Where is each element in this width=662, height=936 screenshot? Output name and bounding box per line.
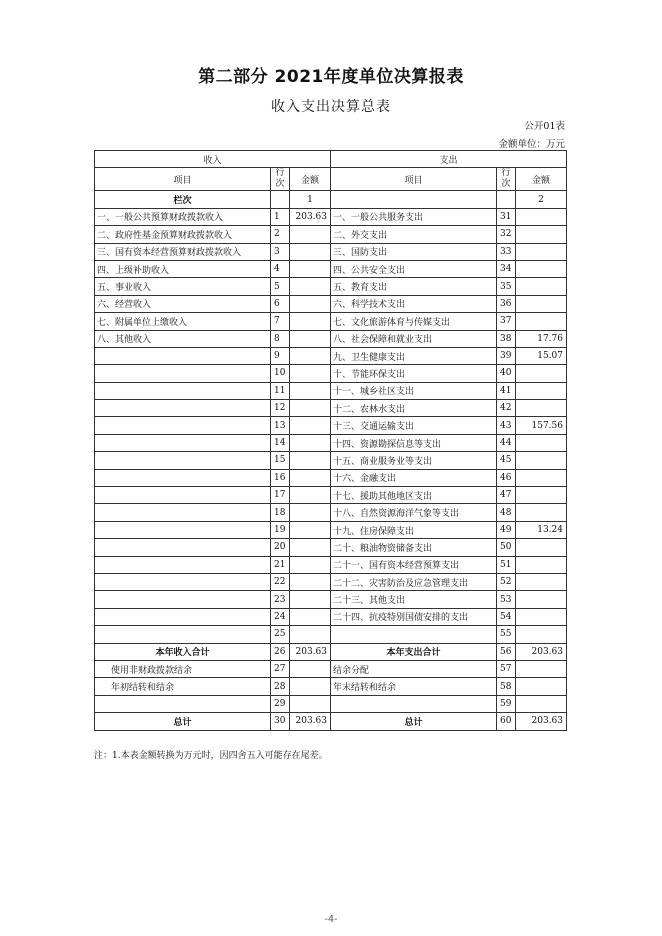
- table-row: [95, 660, 567, 677]
- expense-line: 36: [497, 295, 516, 312]
- income-line: 18: [271, 504, 290, 521]
- expense-amount: [516, 208, 567, 225]
- income-amount: [290, 469, 331, 486]
- form-number: 公开01表: [524, 121, 565, 132]
- income-amount: [290, 626, 331, 643]
- expense-line: 49: [497, 521, 516, 538]
- income-amount: [290, 660, 331, 677]
- expense-line: 37: [497, 313, 516, 330]
- income-item-header: 项目: [95, 168, 271, 191]
- expense-amount: [516, 295, 567, 312]
- expense-item: 年末结转和结余: [331, 678, 497, 695]
- income-line: 12: [271, 400, 290, 417]
- income-line: 3: [271, 243, 290, 260]
- expense-amount: [516, 226, 567, 243]
- income-item: 六、经营收入: [95, 295, 271, 312]
- income-amount: [290, 608, 331, 625]
- table-row: [95, 295, 567, 312]
- table-title: 收入支出决算总表: [271, 99, 391, 115]
- income-item: [95, 434, 271, 451]
- table-row: [95, 208, 567, 225]
- expense-item: 二、外交支出: [331, 226, 497, 243]
- expense-amount: [516, 487, 567, 504]
- expense-item: 十八、自然资源海洋气象等支出: [331, 504, 497, 521]
- income-item: 年初结转和结余: [95, 678, 271, 695]
- expense-item: 十五、商业服务业等支出: [331, 452, 497, 469]
- expense-line: 35: [497, 278, 516, 295]
- expense-item: 七、文化旅游体育与传媒支出: [331, 313, 497, 330]
- income-amount: [290, 434, 331, 451]
- expense-line: 54: [497, 608, 516, 625]
- income-amount: [290, 417, 331, 434]
- table-row: [95, 434, 567, 451]
- expense-line: 31: [497, 208, 516, 225]
- expense-amount: 203.63: [516, 643, 567, 660]
- expense-line-header: 行次: [497, 168, 516, 191]
- income-amount: [290, 678, 331, 695]
- income-amount: [290, 226, 331, 243]
- column-number-row: [95, 191, 567, 208]
- table-row: [95, 260, 567, 277]
- expense-line: 60: [497, 713, 516, 730]
- expense-amount: [516, 695, 567, 712]
- expense-line: 32: [497, 226, 516, 243]
- income-item: [95, 417, 271, 434]
- expense-item: 四、公共安全支出: [331, 260, 497, 277]
- income-line-header: 行次: [271, 168, 290, 191]
- income-item: 总计: [95, 713, 271, 730]
- income-item: [95, 521, 271, 538]
- expense-item: 二十二、灾害防治及应急管理支出: [331, 573, 497, 590]
- expense-item: 二十四、抗疫特别国债安排的支出: [331, 608, 497, 625]
- table-row: [95, 626, 567, 643]
- income-item: [95, 469, 271, 486]
- expense-item: 总计: [331, 713, 497, 730]
- expense-line: 48: [497, 504, 516, 521]
- expense-amount: [516, 313, 567, 330]
- income-line: 24: [271, 608, 290, 625]
- expense-amount: [516, 591, 567, 608]
- expense-item: 二十三、其他支出: [331, 591, 497, 608]
- income-item: 八、其他收入: [95, 330, 271, 347]
- income-item: 四、上级补助收入: [95, 260, 271, 277]
- document-title: 第二部分 2021年度单位决算报表: [198, 67, 464, 87]
- expense-item: 十三、交通运输支出: [331, 417, 497, 434]
- income-amount: [290, 487, 331, 504]
- income-amount: [290, 295, 331, 312]
- table-row: [95, 417, 567, 434]
- income-line: 15: [271, 452, 290, 469]
- expense-line: 45: [497, 452, 516, 469]
- income-item: [95, 504, 271, 521]
- table-row: [95, 278, 567, 295]
- expense-amount-header: 金额: [516, 168, 567, 191]
- expense-item: [331, 695, 497, 712]
- income-item: [95, 539, 271, 556]
- income-line: 6: [271, 295, 290, 312]
- table-row: [95, 469, 567, 486]
- income-line: 20: [271, 539, 290, 556]
- empty-cell: [331, 191, 497, 208]
- expense-amount: [516, 660, 567, 677]
- income-line: 23: [271, 591, 290, 608]
- expense-amount: [516, 452, 567, 469]
- expense-item: [331, 626, 497, 643]
- income-line: 8: [271, 330, 290, 347]
- income-amount: [290, 521, 331, 538]
- income-item: [95, 608, 271, 625]
- table-row: [95, 504, 567, 521]
- page-number: -4-: [324, 914, 338, 925]
- table-row: [95, 330, 567, 347]
- expense-amount: 15.07: [516, 347, 567, 364]
- income-column-number: 1: [290, 191, 331, 208]
- expense-line: 59: [497, 695, 516, 712]
- income-amount: 203.63: [290, 713, 331, 730]
- expense-line: 55: [497, 626, 516, 643]
- expense-line: 43: [497, 417, 516, 434]
- expense-item: 十、节能环保支出: [331, 365, 497, 382]
- expense-amount: [516, 469, 567, 486]
- income-amount: [290, 400, 331, 417]
- empty-cell: [271, 191, 290, 208]
- expense-amount: [516, 382, 567, 399]
- table-row: [95, 678, 567, 695]
- income-item: [95, 626, 271, 643]
- income-amount-header: 金额: [290, 168, 331, 191]
- table-row: [95, 695, 567, 712]
- income-line: 2: [271, 226, 290, 243]
- expense-line: 39: [497, 347, 516, 364]
- income-item: 使用非财政拨款结余: [95, 660, 271, 677]
- expense-item: 十九、住房保障支出: [331, 521, 497, 538]
- expense-item: 十七、援助其他地区支出: [331, 487, 497, 504]
- income-line: 16: [271, 469, 290, 486]
- expense-item: 八、社会保障和就业支出: [331, 330, 497, 347]
- expense-item: 十一、城乡社区支出: [331, 382, 497, 399]
- expense-line: 52: [497, 573, 516, 590]
- table-row: [95, 713, 567, 730]
- income-item: 一、一般公共预算财政拨款收入: [95, 208, 271, 225]
- table-row: [95, 643, 567, 660]
- expense-amount: [516, 243, 567, 260]
- expense-item: 本年支出合计: [331, 643, 497, 660]
- empty-cell: [497, 191, 516, 208]
- income-amount: [290, 573, 331, 590]
- expense-item: 三、国防支出: [331, 243, 497, 260]
- income-line: 27: [271, 660, 290, 677]
- income-line: 25: [271, 626, 290, 643]
- table-row: [95, 347, 567, 364]
- expense-item: 九、卫生健康支出: [331, 347, 497, 364]
- expense-item: 一、一般公共服务支出: [331, 208, 497, 225]
- expense-amount: [516, 556, 567, 573]
- expense-line: 58: [497, 678, 516, 695]
- income-amount: [290, 260, 331, 277]
- expense-item: 五、教育支出: [331, 278, 497, 295]
- column-label: 栏次: [95, 191, 271, 208]
- expense-amount: [516, 626, 567, 643]
- income-expense-table: [94, 150, 567, 731]
- expense-section-header: 支出: [331, 151, 567, 168]
- income-amount: [290, 278, 331, 295]
- income-line: 9: [271, 347, 290, 364]
- income-section-header: 收入: [95, 151, 331, 168]
- income-item: [95, 695, 271, 712]
- income-line: 17: [271, 487, 290, 504]
- income-line: 4: [271, 260, 290, 277]
- amount-unit: 金额单位：万元: [498, 139, 565, 150]
- expense-line: 41: [497, 382, 516, 399]
- table-body: [95, 208, 567, 730]
- expense-amount: 157.56: [516, 417, 567, 434]
- expense-amount: [516, 504, 567, 521]
- expense-amount: [516, 365, 567, 382]
- income-amount: [290, 539, 331, 556]
- income-amount: 203.63: [290, 643, 331, 660]
- footnote: 注：1.本表金额转换为万元时，因四舍五入可能存在尾差。: [94, 751, 328, 761]
- expense-amount: [516, 278, 567, 295]
- table-row: [95, 591, 567, 608]
- income-amount: [290, 556, 331, 573]
- expense-line: 50: [497, 539, 516, 556]
- income-item: [95, 452, 271, 469]
- expense-amount: [516, 539, 567, 556]
- table-row: [95, 539, 567, 556]
- expense-item-header: 项目: [331, 168, 497, 191]
- income-line: 30: [271, 713, 290, 730]
- expense-amount: 13.24: [516, 521, 567, 538]
- expense-line: 34: [497, 260, 516, 277]
- expense-amount: [516, 400, 567, 417]
- income-amount: [290, 330, 331, 347]
- expense-column-number: 2: [516, 191, 567, 208]
- income-line: 13: [271, 417, 290, 434]
- expense-line: 40: [497, 365, 516, 382]
- table-row: [95, 608, 567, 625]
- table-row: [95, 521, 567, 538]
- income-amount: [290, 313, 331, 330]
- expense-item: 六、科学技术支出: [331, 295, 497, 312]
- income-line: 22: [271, 573, 290, 590]
- expense-item: 十四、资源勘探信息等支出: [331, 434, 497, 451]
- income-amount: 203.63: [290, 208, 331, 225]
- column-header-row: [95, 168, 567, 191]
- income-item: [95, 365, 271, 382]
- table-row: [95, 400, 567, 417]
- income-item: [95, 556, 271, 573]
- income-item: [95, 382, 271, 399]
- expense-line: 57: [497, 660, 516, 677]
- income-line: 29: [271, 695, 290, 712]
- income-item: [95, 591, 271, 608]
- income-item: 三、国有资本经营预算财政拨款收入: [95, 243, 271, 260]
- income-line: 7: [271, 313, 290, 330]
- income-amount: [290, 591, 331, 608]
- table-row: [95, 573, 567, 590]
- expense-item: 二十、粮油物资储备支出: [331, 539, 497, 556]
- expense-amount: [516, 573, 567, 590]
- income-item: 二、政府性基金预算财政拨款收入: [95, 226, 271, 243]
- expense-line: 47: [497, 487, 516, 504]
- table-row: [95, 226, 567, 243]
- table-row: [95, 243, 567, 260]
- income-line: 10: [271, 365, 290, 382]
- expense-item: 十二、农林水支出: [331, 400, 497, 417]
- income-line: 5: [271, 278, 290, 295]
- income-line: 26: [271, 643, 290, 660]
- income-item: [95, 487, 271, 504]
- expense-line: 51: [497, 556, 516, 573]
- income-amount: [290, 365, 331, 382]
- expense-line: 53: [497, 591, 516, 608]
- income-line: 1: [271, 208, 290, 225]
- table-row: [95, 452, 567, 469]
- expense-line: 42: [497, 400, 516, 417]
- expense-line: 33: [497, 243, 516, 260]
- table-row: [95, 382, 567, 399]
- expense-line: 46: [497, 469, 516, 486]
- expense-item: 二十一、国有资本经营预算支出: [331, 556, 497, 573]
- income-amount: [290, 347, 331, 364]
- income-item: [95, 573, 271, 590]
- income-item: 本年收入合计: [95, 643, 271, 660]
- expense-amount: [516, 678, 567, 695]
- expense-item: 结余分配: [331, 660, 497, 677]
- income-line: 21: [271, 556, 290, 573]
- table-row: [95, 313, 567, 330]
- income-item: [95, 347, 271, 364]
- expense-amount: [516, 434, 567, 451]
- table-row: [95, 487, 567, 504]
- income-amount: [290, 452, 331, 469]
- expense-amount: [516, 608, 567, 625]
- section-header-row: [95, 151, 567, 168]
- income-line: 14: [271, 434, 290, 451]
- income-amount: [290, 382, 331, 399]
- income-line: 28: [271, 678, 290, 695]
- income-line: 11: [271, 382, 290, 399]
- expense-line: 38: [497, 330, 516, 347]
- income-item: 五、事业收入: [95, 278, 271, 295]
- expense-line: 44: [497, 434, 516, 451]
- income-line: 19: [271, 521, 290, 538]
- income-amount: [290, 243, 331, 260]
- income-amount: [290, 504, 331, 521]
- income-item: [95, 400, 271, 417]
- table-row: [95, 365, 567, 382]
- expense-amount: [516, 260, 567, 277]
- expense-amount: 17.76: [516, 330, 567, 347]
- expense-item: 十六、金融支出: [331, 469, 497, 486]
- table-row: [95, 556, 567, 573]
- income-amount: [290, 695, 331, 712]
- income-item: 七、附属单位上缴收入: [95, 313, 271, 330]
- expense-line: 56: [497, 643, 516, 660]
- expense-amount: 203.63: [516, 713, 567, 730]
